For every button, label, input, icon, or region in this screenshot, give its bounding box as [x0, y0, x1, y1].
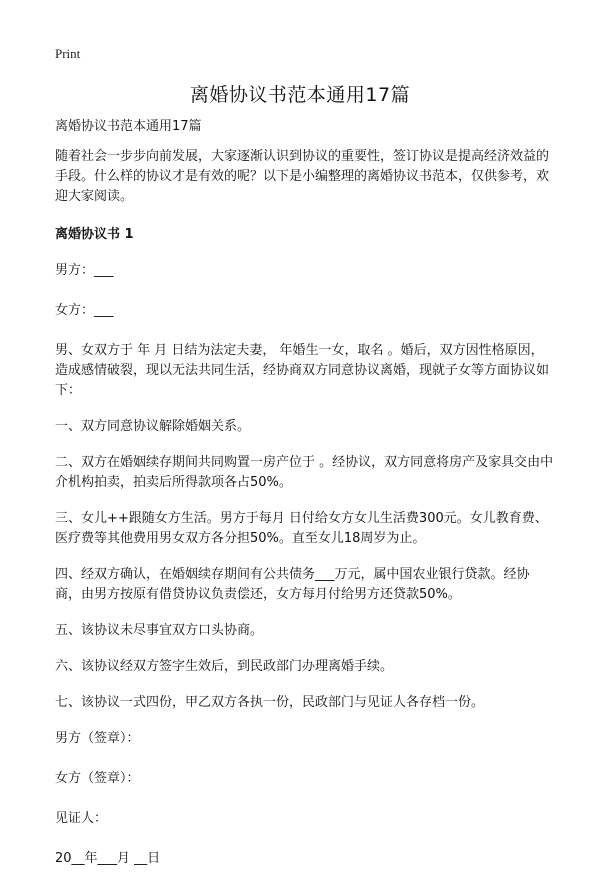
- clause-4: 四、经双方确认，在婚姻续存期间有公共债务___万元，属中国农业银行贷款。经协商，由男方按原有借贷协议负责偿还，女方每月付给男方还贷款50%。: [55, 567, 530, 602]
- wife-field: 女方：___: [55, 303, 114, 318]
- section-heading: 离婚协议书 1: [55, 227, 134, 242]
- husband-field: 男方：___: [55, 263, 114, 278]
- clause-6: 六、该协议经双方签字生效后，到民政部门办理离婚手续。: [55, 659, 394, 674]
- clause-1: 一、双方同意协议解除婚姻关系。: [55, 419, 251, 434]
- clause-5: 五、该协议未尽事宜双方口头协商。: [55, 623, 264, 638]
- signing-date: 20__年___月 __日: [55, 851, 161, 866]
- intro-paragraph: 随着社会一步步向前发展，大家逐渐认识到协议的重要性，签订协议是提高经济效益的手段。什么样的协议才是有效的呢？以下是小编整理的离婚协议书范本，仅供参考，欢迎大家阅读。: [55, 149, 550, 204]
- agreement-preamble: 男、女双方于 年 月 日结为法定夫妻， 年婚生一女，取名 。婚后，双方因性格原因，造成感情破裂，现以无法共同生活，经协商双方同意协议离婚，现就子女等方面协议如下：: [55, 343, 550, 398]
- document-body: [55, 117, 555, 889]
- document-subtitle: 离婚协议书范本通用17篇: [55, 119, 202, 134]
- document-title: 离婚协议书范本通用17篇: [189, 84, 411, 106]
- witness-signature: 见证人：: [55, 811, 108, 826]
- husband-signature: 男方（签章）：: [55, 731, 140, 746]
- clause-3: 三、女儿++跟随女方生活。男方于每月 日付给女方女儿生活费300元。女儿教育费、医疗费等其他费用男女双方各分担50%。直至女儿18周岁为止。: [55, 511, 548, 546]
- wife-signature: 女方（签章）：: [55, 771, 140, 786]
- clause-2: 二、双方在婚姻续存期间共同购置一房产位于 。经协议，双方同意将房产及家具交由中介机构拍卖，拍卖后所得款项各占50%。: [55, 455, 554, 490]
- clause-7: 七、该协议一式四份，甲乙双方各执一份，民政部门与见证人各存档一份。: [55, 695, 485, 710]
- print-label: Print: [55, 46, 81, 61]
